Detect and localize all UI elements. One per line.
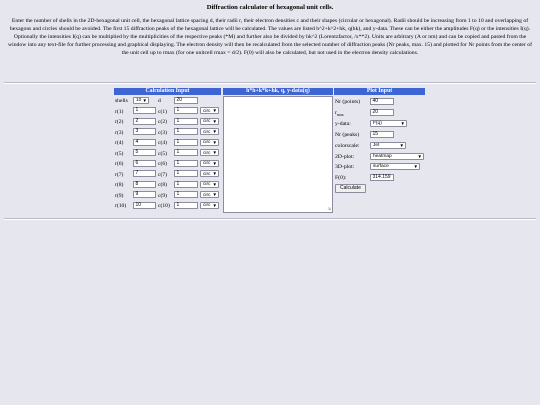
shape-select[interactable] <box>200 139 219 146</box>
density-label: c(7) <box>158 171 168 178</box>
radius-input[interactable]: 7 <box>133 170 156 177</box>
shape-select[interactable] <box>200 191 219 198</box>
ydata-row <box>335 119 426 130</box>
shell-row <box>114 159 221 170</box>
density-input[interactable]: 1 <box>174 170 198 177</box>
shape-value: circ <box>203 150 211 156</box>
radius-input[interactable]: 3 <box>133 128 156 135</box>
density-input[interactable]: 1 <box>174 118 198 125</box>
f0-row <box>335 173 426 184</box>
radius-label: r(2) <box>115 119 124 125</box>
chevron-down-icon: ▼ <box>212 118 217 124</box>
shells-value: 10 <box>136 98 142 103</box>
chevron-down-icon: ▼ <box>142 97 147 103</box>
rmax-row <box>335 108 426 119</box>
density-label: c(8) <box>158 182 168 188</box>
density-label: c(6) <box>158 161 168 167</box>
divider-bottom <box>4 218 536 220</box>
chevron-down-icon: ▼ <box>212 150 217 155</box>
shape-select[interactable] <box>200 149 219 156</box>
density-input[interactable]: 1 <box>174 160 198 167</box>
shape-select[interactable] <box>200 170 219 177</box>
plot2d-value: heatmap <box>373 154 392 159</box>
plot3d-row <box>335 162 426 173</box>
shape-value: circ <box>203 119 211 124</box>
calculate-button[interactable]: Calculate <box>335 184 366 193</box>
chevron-down-icon: ▼ <box>212 202 217 208</box>
shape-select[interactable] <box>200 118 219 125</box>
colorscale-value: Jet <box>373 143 380 148</box>
density-label: c(2) <box>158 119 168 125</box>
radius-label: r(4) <box>115 140 124 146</box>
calculate-row <box>335 184 426 195</box>
radius-input[interactable]: 6 <box>133 160 156 167</box>
chevron-down-icon: ▼ <box>212 160 217 166</box>
page-title: Diffraction calculator of hexagonal unit cells. <box>206 4 334 11</box>
shape-value: circ <box>203 161 211 166</box>
chevron-down-icon: ▼ <box>212 181 217 187</box>
density-input[interactable]: 1 <box>174 181 198 188</box>
shell-row <box>114 138 221 149</box>
shell-row <box>114 191 221 202</box>
nr-points-input[interactable]: 40 <box>370 98 394 105</box>
density-input[interactable]: 1 <box>174 107 198 114</box>
radius-label: r(5) <box>115 150 124 157</box>
shape-select[interactable] <box>200 181 219 188</box>
chevron-down-icon: ▼ <box>212 108 217 113</box>
radius-label: r(1) <box>115 108 124 115</box>
shape-value: circ <box>203 140 211 145</box>
output-header: h*h+k*k+hk, q, y-data(q) <box>223 88 333 95</box>
radius-label: r(3) <box>115 129 124 136</box>
density-input[interactable]: 1 <box>174 128 198 135</box>
intro-text: Enter the number of shells in the 2D-hexagonal unit cell, the hexagonal lattice spacing d, their radii r, their electron densities c and their shapes (circular or hexagonal). Radii should be increasing from 1 to 10 and overlapping of hexagons and circles should be avoided. The first 15 diffraction peaks of the hexagonal lattice will be calculated. The values are listed h^2+k^2+hk, q(hk), and y-data. These can be either the amplitudes F(q) or the intensities I(q). Optionally the intensities I(q) can be multiplied by the multiplicities of the respective peaks (*M) and further also be divided by hk^2 (Lorentzfactor, /x**2). Units are arbitrary (A or nm) and can be copied and pasted from the window into any text-file for further processing and graphical displaying. The electron density will then be recalculated from the selected number of diffraction peaks (Nr peaks, max. 15) and plotted for Nr points from the center of the unit cell up to rmax (for one unitcell rmax = d/2). F(0) will also be calculated, but not used in the electron density calculations. <box>8 18 532 56</box>
colorscale-select[interactable] <box>370 142 406 149</box>
density-label: c(9) <box>158 192 168 199</box>
plot2d-row <box>335 152 426 163</box>
shell-row <box>114 107 221 118</box>
colorscale-label: colorscale: <box>335 143 360 149</box>
shape-select[interactable] <box>200 202 219 209</box>
nr-peaks-input[interactable]: 15 <box>370 131 394 138</box>
radius-label: r(7) <box>115 171 124 178</box>
shape-value: circ <box>203 129 211 135</box>
ydata-select[interactable] <box>370 120 407 127</box>
nr-points-label: Nr (points) <box>335 99 361 105</box>
shape-value: circ <box>203 192 211 198</box>
radius-input[interactable]: 4 <box>133 139 156 146</box>
radius-input[interactable]: 2 <box>133 118 156 125</box>
radius-label: r(6) <box>115 161 124 167</box>
shell-row <box>114 117 221 128</box>
shell-row <box>114 149 221 160</box>
chevron-down-icon: ▼ <box>212 139 217 145</box>
density-label: c(10) <box>158 203 170 209</box>
chevron-down-icon: ▼ <box>212 171 217 176</box>
chevron-down-icon: ▼ <box>212 129 217 134</box>
radius-input[interactable]: 1 <box>133 107 156 114</box>
density-input[interactable]: 1 <box>174 139 198 146</box>
plot-input-header: Plot Input <box>334 88 425 95</box>
shape-select[interactable] <box>200 128 219 135</box>
shape-select[interactable] <box>200 107 219 114</box>
resize-handle-icon[interactable]: ⇲ <box>327 206 331 211</box>
shape-value: circ <box>203 171 211 177</box>
colorscale-row <box>335 141 426 152</box>
calc-input-header: Calculation Input <box>114 88 221 95</box>
shape-value: circ <box>203 108 211 114</box>
chevron-down-icon: ▼ <box>212 192 217 197</box>
shell-row <box>114 201 221 212</box>
d-label: d <box>158 98 161 104</box>
density-label: c(1) <box>158 108 168 115</box>
radius-label: r(10) <box>115 203 127 209</box>
density-label: c(5) <box>158 150 168 157</box>
radius-input[interactable]: 10 <box>133 202 156 209</box>
radius-label: r(8) <box>115 182 124 188</box>
nr-peaks-row <box>335 130 426 141</box>
f0-input[interactable]: 314.159 <box>370 174 394 181</box>
shape-value: circ <box>203 182 211 187</box>
shells-row <box>114 96 221 107</box>
shell-row <box>114 128 221 139</box>
rmax-input[interactable]: 20 <box>370 109 394 116</box>
plot3d-select[interactable] <box>370 163 420 170</box>
shell-row <box>114 180 221 191</box>
radius-label: r(9) <box>115 192 124 199</box>
f0-label: F(0): <box>335 175 347 181</box>
density-input[interactable]: 1 <box>174 191 198 198</box>
radius-input[interactable]: 5 <box>133 149 156 156</box>
plot2d-label: 2D-plot: <box>335 154 355 160</box>
density-input[interactable]: 1 <box>174 202 198 209</box>
chevron-down-icon: ▼ <box>399 142 404 148</box>
chevron-down-icon: ▼ <box>417 153 422 159</box>
plot3d-value: surface <box>373 164 389 169</box>
density-label: c(3) <box>158 129 168 136</box>
radius-input[interactable]: 8 <box>133 181 156 188</box>
ydata-value: F(q) <box>373 121 382 126</box>
shell-row <box>114 170 221 181</box>
rmax-label: $r_{max}$ <box>335 110 344 118</box>
chevron-down-icon: ▼ <box>413 163 418 169</box>
shape-value: circ <box>203 203 211 208</box>
output-textarea[interactable] <box>223 96 333 213</box>
density-label: c(4) <box>158 140 168 146</box>
nr-points-row <box>335 97 426 108</box>
shells-select[interactable] <box>133 97 149 104</box>
shape-select[interactable] <box>200 160 219 167</box>
chevron-down-icon: ▼ <box>400 120 405 126</box>
divider-top <box>4 82 536 84</box>
ydata-label: y-data: <box>335 121 351 127</box>
plot3d-label: 3D-plot: <box>335 164 355 170</box>
plot2d-select[interactable] <box>370 153 424 160</box>
d-input[interactable]: 20 <box>174 97 198 104</box>
radius-input[interactable]: 9 <box>133 191 156 198</box>
nr-peaks-label: Nr (peaks) <box>335 132 360 138</box>
shells-label: shells <box>115 98 128 104</box>
density-input[interactable]: 1 <box>174 149 198 156</box>
